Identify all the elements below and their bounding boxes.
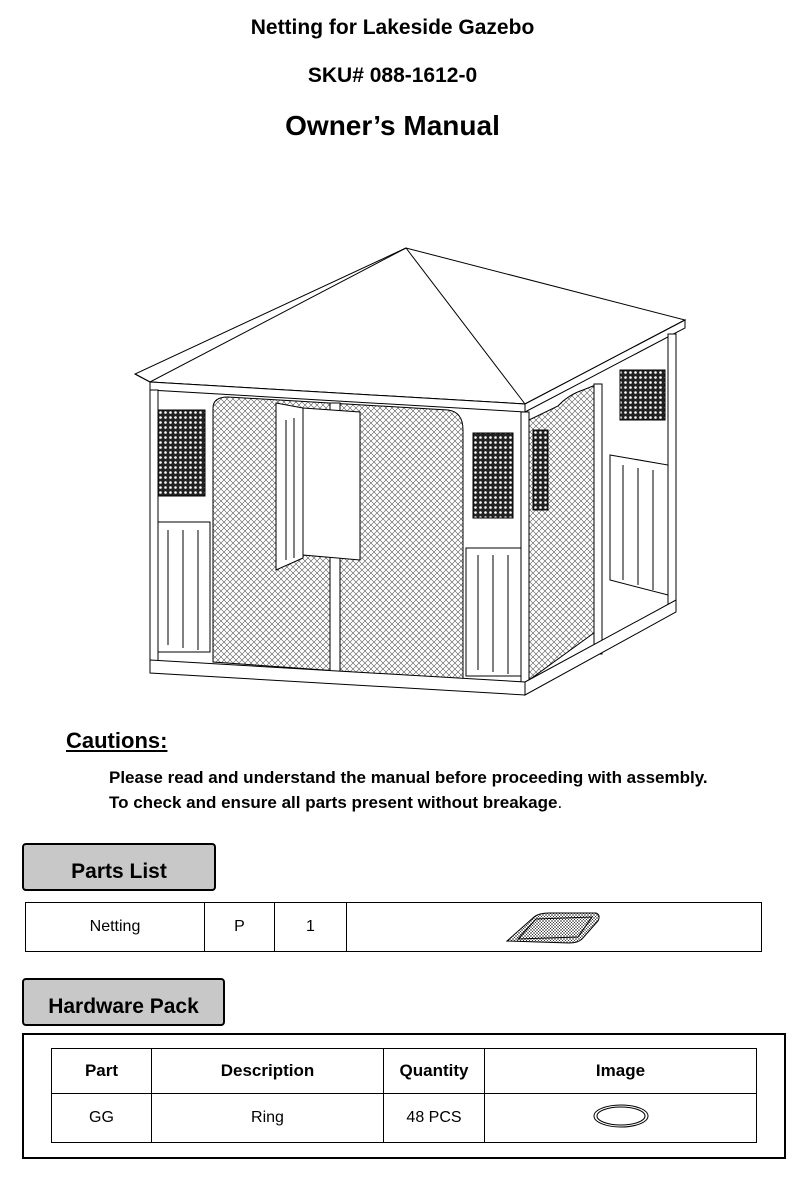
- row-image: [485, 1094, 757, 1143]
- part-image-cell: [347, 903, 761, 951]
- row-part: GG: [52, 1094, 152, 1143]
- table-row: [52, 1094, 757, 1143]
- part-code-cell: P: [205, 903, 275, 951]
- hardware-table-header: [52, 1049, 757, 1094]
- part-qty-cell: 1: [275, 903, 347, 951]
- parts-list-tab: Parts List: [22, 843, 216, 891]
- header-quantity: Quantity: [384, 1049, 485, 1094]
- caution-line-2: [109, 793, 562, 813]
- gazebo-illustration: [128, 240, 693, 700]
- caution-line-2-text: To check and ensure all parts present without breakage: [109, 793, 558, 812]
- caution-line-2-period: .: [557, 793, 563, 812]
- caution-line-1: Please read and understand the manual before proceeding with assembly.: [109, 768, 708, 787]
- document-title: Netting for Lakeside Gazebo: [250, 16, 535, 39]
- header-part: Part: [52, 1049, 152, 1094]
- sku-number: SKU# 088-1612-0: [307, 64, 478, 87]
- part-name-cell: Netting: [26, 903, 205, 951]
- hardware-pack-box: [22, 1033, 786, 1159]
- row-description: Ring: [152, 1094, 384, 1143]
- hardware-table: [51, 1048, 757, 1143]
- netting-icon: [504, 909, 604, 945]
- header-image: Image: [485, 1049, 757, 1094]
- hardware-pack-tab: Hardware Pack: [22, 978, 225, 1026]
- manual-title: Owner’s Manual: [285, 110, 500, 141]
- ring-icon: [591, 1101, 651, 1131]
- header-description: Description: [152, 1049, 384, 1094]
- row-quantity: 48 PCS: [384, 1094, 485, 1143]
- cautions-heading: Cautions:: [66, 728, 168, 753]
- parts-list-table: [25, 902, 762, 952]
